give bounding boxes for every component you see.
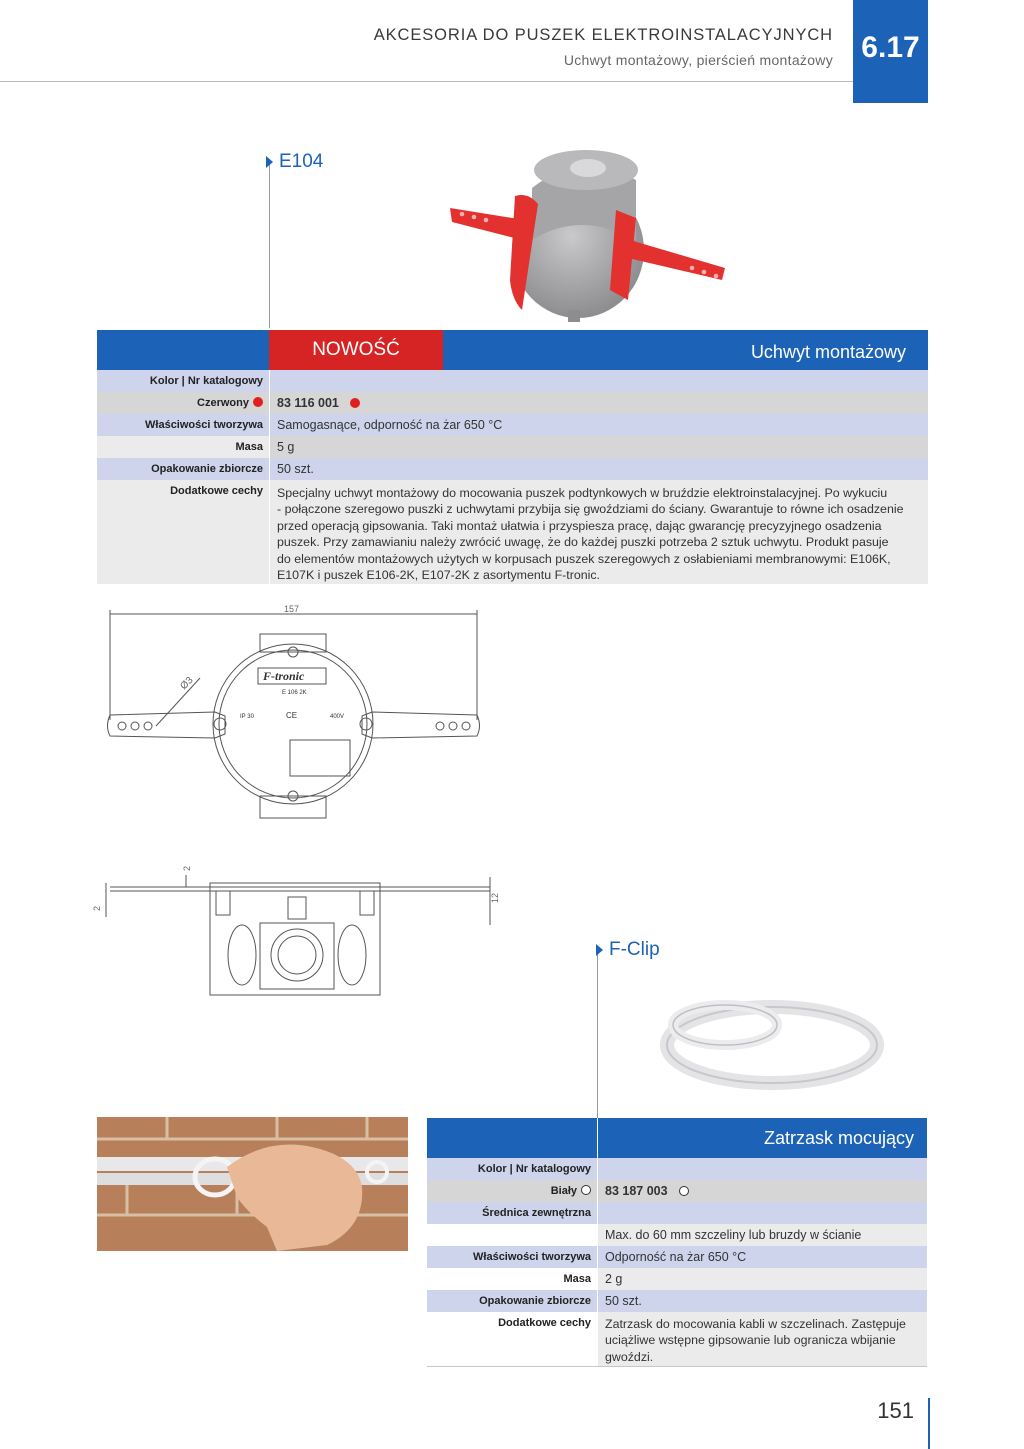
extra-line: do elementów montażowych użytych w korpusach puszek szeregowych z osłabieniami membranowymi: E106K, (277, 551, 891, 566)
header-subtitle: Uchwyt montażowy, pierścień montażowy (563, 52, 833, 68)
header-divider (0, 81, 853, 82)
fclip-name: F-Clip (609, 939, 660, 960)
column-divider (597, 1118, 598, 1158)
extra-line: - połączone szeregowo puszki z uchwytami przybija się gwoździami do ściany. Gwarantuje to równe ich osadzenie (277, 502, 904, 517)
extra-line: przed operacją gipsowania. Taki montaż ułatwia i przyspiesza pracę, dając gwarancję precyzyjnego osadzenia (277, 518, 882, 533)
kolor-value (598, 1158, 927, 1180)
table-row (97, 480, 928, 584)
extra-line: puszek. Przy zamawianiu należy zwrócić uwagę, że do każdej puszki potrzeba 2 sztuk uchwytu. Produkt pasuje (277, 535, 889, 550)
table-row (427, 1158, 927, 1180)
diameter-label: Średnica zewnętrzna (427, 1202, 597, 1224)
catalog-cell (270, 392, 928, 414)
extra-line: gwoździ. (605, 1349, 654, 1364)
page-number-rule (928, 1398, 930, 1449)
new-badge: NOWOŚĆ (269, 330, 443, 370)
installation-photo (97, 1117, 408, 1251)
hole-dimension: Ø3 (178, 674, 196, 693)
table-row (427, 1202, 927, 1224)
extra-line: E107K i puszek E106-2K, E107-2K z asortymentu F-tronic. (277, 568, 601, 583)
page-number: 151 (877, 1398, 914, 1423)
catalog-number: 83 116 001 (277, 396, 339, 410)
mass-value: 5 g (270, 436, 928, 458)
voltage-label: 400V (330, 714, 345, 720)
kolor-label: Kolor | Nr katalogowy (427, 1158, 597, 1180)
extra-line: Specjalny uchwyt montażowy do mocowania puszek podtynkowych w bruździe elektroinstalacyjnej. Po wykuciu (277, 486, 888, 500)
table-row (97, 414, 928, 436)
table-row (427, 1290, 927, 1312)
white-dot-icon (581, 1185, 591, 1195)
e104-name: E104 (279, 151, 324, 172)
side-dim-right: 12 (490, 892, 500, 903)
pack-value: 50 szt. (270, 458, 928, 480)
red-dot-icon (253, 397, 263, 407)
material-label: Właściwości tworzywa (427, 1246, 597, 1268)
extra-line: Zatrzask do mocowania kabli w szczelinach. Zastępuje (605, 1317, 906, 1331)
table-row (97, 392, 928, 414)
table-row (427, 1268, 927, 1290)
fclip-category: Zatrzask mocujący (763, 1128, 914, 1148)
color-label: Czerwony (197, 397, 249, 409)
fclip-product-photo (660, 995, 885, 1090)
column-divider (269, 370, 270, 584)
color-label: Biały (550, 1185, 577, 1197)
model-label: E 106 2K (282, 690, 307, 696)
material-label: Właściwości tworzywa (97, 414, 269, 436)
catalog-cell (598, 1180, 927, 1202)
fclip-leader-line (597, 950, 598, 1118)
white-dot-icon (679, 1186, 689, 1196)
table-row (97, 436, 928, 458)
mass-value: 2 g (598, 1268, 927, 1290)
ip-label: IP 30 (240, 714, 254, 720)
header-title: AKCESORIA DO PUSZEK ELEKTROINSTALACYJNYCH (373, 26, 833, 44)
kolor-label: Kolor | Nr katalogowy (97, 370, 269, 392)
red-dot-icon (350, 398, 360, 408)
catalog-number: 83 187 003 (605, 1184, 668, 1198)
pack-value: 50 szt. (598, 1290, 927, 1312)
triangle-bullet-icon (596, 944, 603, 956)
e104-leader-line (269, 162, 270, 328)
extra-line: uciążliwe wstępne gipsowanie lub ogranicza wbijanie (605, 1333, 896, 1348)
side-view-drawing (90, 855, 510, 1000)
kolor-value (270, 370, 928, 392)
mass-label: Masa (97, 436, 269, 458)
side-dim-left: 2 (92, 905, 102, 911)
pack-label: Opakowanie zbiorcze (427, 1290, 597, 1312)
table-row (427, 1312, 927, 1366)
fclip-heading (596, 939, 660, 961)
diameter-value-top (598, 1202, 927, 1224)
color-cell (427, 1180, 597, 1202)
extra-value (598, 1312, 927, 1366)
brand-logo: F-tronic (263, 669, 305, 683)
table-bottom-rule (427, 1366, 927, 1367)
width-dimension: 157 (284, 604, 300, 614)
e104-product-photo (440, 140, 740, 325)
pack-label: Opakowanie zbiorcze (97, 458, 269, 480)
e104-heading (266, 151, 323, 173)
diameter-value: Max. do 60 mm szczeliny lub bruzdy w ścianie (598, 1224, 927, 1246)
table-row (427, 1246, 927, 1268)
ce-mark: CE (286, 711, 298, 720)
extra-label: Dodatkowe cechy (97, 480, 269, 584)
table-row (97, 370, 928, 392)
mass-label: Masa (427, 1268, 597, 1290)
e104-category: Uchwyt montażowy (750, 342, 906, 362)
side-dim-top: 2 (182, 865, 192, 871)
extra-value (270, 480, 928, 584)
top-view-drawing (100, 600, 500, 830)
table-row (97, 458, 928, 480)
table-row (427, 1224, 927, 1246)
material-value: Samogasnące, odporność na żar 650 °C (270, 414, 928, 436)
color-cell (97, 392, 269, 414)
triangle-bullet-icon (266, 156, 273, 168)
table-row (427, 1180, 927, 1202)
section-number: 6.17 (853, 0, 928, 103)
diameter-label-spacer (427, 1224, 597, 1246)
material-value: Odporność na żar 650 °C (598, 1246, 927, 1268)
extra-label: Dodatkowe cechy (427, 1312, 597, 1366)
